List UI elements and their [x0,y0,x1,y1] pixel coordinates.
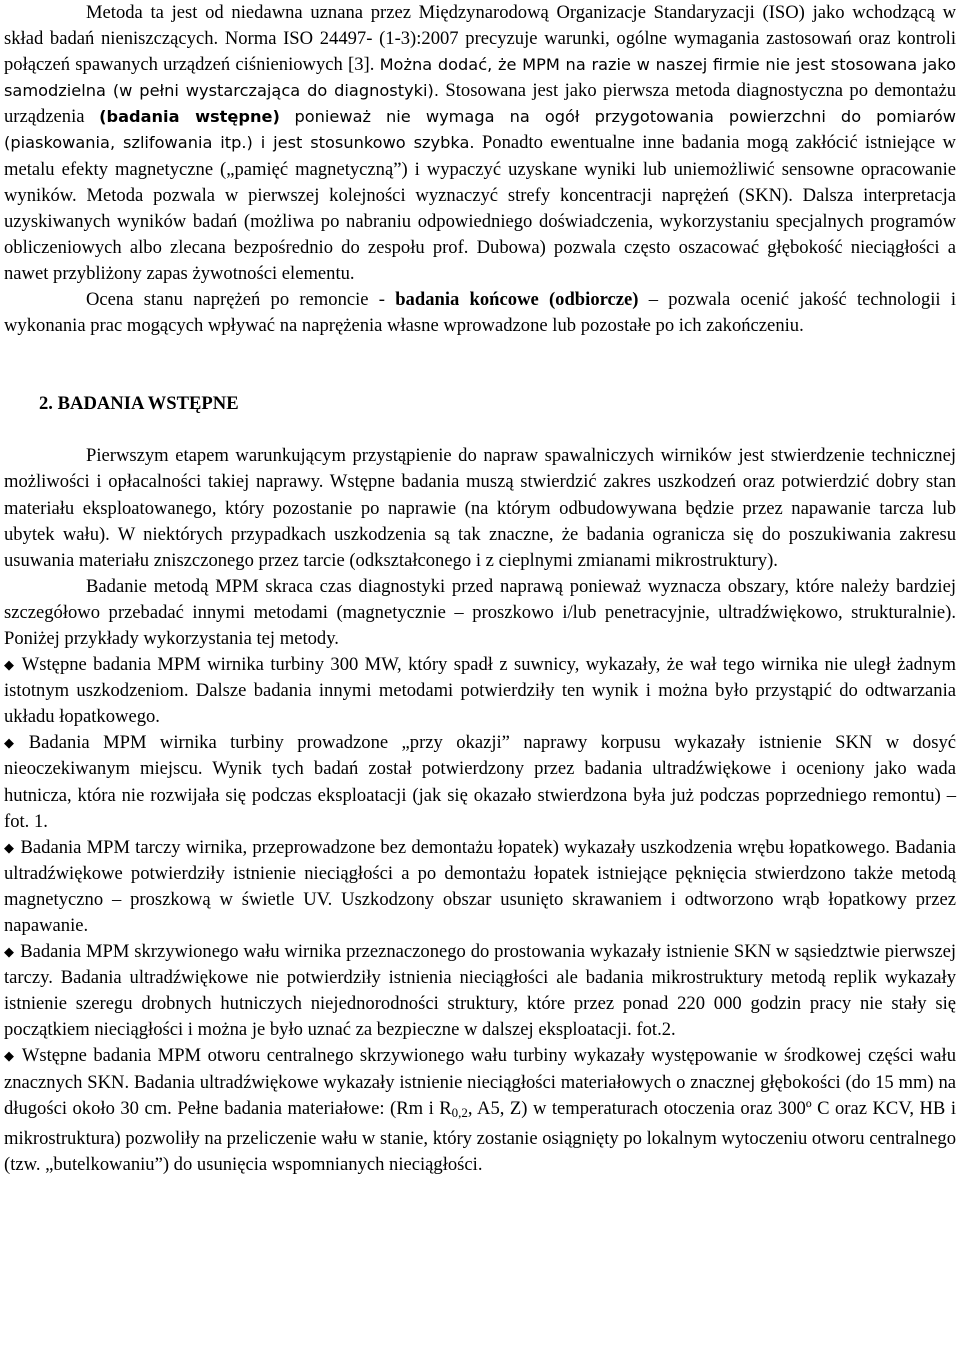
bullet-item [4,1043,956,1177]
document-page [4,0,956,1178]
bullet-item [4,730,956,834]
bullet-text: Badania MPM tarczy wirnika, przeprowadzone bez demontażu łopatek) wykazały uszkodzenia wrębu łopatkowego. Badania ultradźwiękowe potwierdziły istnienie nieciągłości a po demontażu łopatek istniejące pęknięcia stwierdzono także metodą magnetyczno – proszkową w świetle UV. Uszkodzony obszar usunięto skrawaniem i odtworzono wrąb łopatkowy przez napawanie. [4,836,957,936]
intro-sentence-1: Metoda ta jest od niedawna uznana przez Międzynarodową Organizacje Standaryzacji (ISO) jako wchodzącą w skład badań nieniszczących. Norma ISO 24497- (1-3):2007 precyzuje warunki, ogólne wymagania zastosowań oraz kontroli połączeń spawanych urządzeń ciśnieniowych [3]. [4,2,956,76]
section-number: 2. [39,393,53,415]
intro-sentence-4: Ponadto ewentualne inne badania mogą zakłócić istniejące w metalu efekty magnetyczne („pamięć magnetyczną”) i wypaczyć uzyskane wyniki lub uniemożliwić sensowne opracowanie wyników. Metoda pozwala w pierwszej kolejności wyznaczyć strefy koncentracji naprężeń (SKN). Dalsza interpretacja uzyskiwanych wyników badań (możliwa po nabraniu odpowiedniego doświadczenia, wykorzystaniu specjalnych programów obliczeniowych albo zlecana bezpośrednio do zespołu prof. Dubowa) pozwala często oszacować głębokość nieciągłości a nawet przybliżony zapas żywotności elementu. [4,132,956,284]
bullet-text: Badania MPM skrzywionego wału wirnika przeznaczonego do prostowania wykazały istnienie SKN w sąsiedztwie pierwszej tarczy. Badania ultradźwiękowe nie potwierdziły istnienia nieciągłości ale badania mikrostruktury metodą replik wykazały istnienie szeregu drobnych hutniczych niejednorodności struktury, które przez ponad 220 000 godzin pracy nie stały się początkiem nieciągłości i można je było uznać za bezpieczne w dalszej eksploatacji. fot.2. [4,941,956,1041]
ocena-text-c: – pozwala ocenić jakość technologii i wykonania prac mogących wpływać na naprężenia własne wprowadzone lub pozostałe po ich zakończeniu. [4,289,956,337]
bullet-text-b: , A5, Z) w temperaturach otoczenia oraz 300º C oraz KCV, HB i mikrostruktura) pozwoliły na przeliczenie wału w stanie, który zostanie osiągnięty po lokalnym wytoczeniu otworu centralnego (tzw. „butelkowaniu”) do usunięcia wspomnianych nieciągłości. [4,1097,956,1175]
ocena-bold-phrase: badania końcowe (odbiorcze) [395,289,639,311]
bullet-text: Wstępne badania MPM wirnika turbiny 300 MW, który spadł z suwnicy, wykazały, że wał tego wirnika nie uległ żadnym istotnym uszkodzeniom. Dalsze badania innymi metodami potwierdziły ten wynik i można było przystąpić do odtwarzania układu łopatkowego. [4,654,956,728]
paragraph-1: Pierwszym etapem warunkującym przystąpienie do napraw spawalniczych wirników jest stwierdzenie technicznej możliwości i opłacalności takiej naprawy. Wstępne badania muszą stwierdzić zakres uszkodzeń oraz potwierdzić dobry stan materiału eksploatowanego, który pozostanie po naprawie (na którym odbudowywana będzie przez napawanie tarcza lub ubytek wału). W niektórych przypadkach uszkodzenia są tak znaczne, że badania ogranicza się do poszukiwania zakresu usuwania materiału zniszczonego przez tarcie (odkształconego i z cieplnymi zmianami mikrostruktury). [4,445,956,571]
paragraph-2: Badanie metodą MPM skraca czas diagnostyki przed naprawą ponieważ wyznacza obszary, które należy bardziej szczegółowo przebadać innymi metodami (magnetycznie – proszkowo i/lub penetracyjnie, ultradźwiękowo, strukturalnie). Poniżej przykłady wykorzystania tej metody. [4,575,956,649]
ocena-text-a: Ocena stanu naprężeń po remoncie - [86,289,385,311]
intro-bold-phrase: (badania wstępne) [99,107,280,127]
bullet-item [4,652,956,730]
intro-sentence-2: Można dodać, że MPM na razie w naszej firmie nie jest stosowana jako samodzielna (w pełni wystarczająca do diagnostyki). [4,55,956,101]
bullet-text-a: Wstępne badania MPM otworu centralnego skrzywionego wału turbiny wykazały występowanie w środkowej części wału znacznych SKN. Badania ultradźwiękowe wykazały istnienie nieciągłości materiałowych o znacznej głębokości (do 15 mm) na długości około 30 cm. Pełne badania materiałowe: (Rm i R [4,1045,957,1119]
intro-paragraph [4,0,956,287]
diamond-bullet-icon: ◆ [4,735,23,751]
ocena-paragraph [4,287,956,339]
bullet-item [4,939,956,1043]
intro-sentence-3c: ponieważ nie wymaga na ogół przygotowania powierzchni do pomiarów (piaskowania, szlifowania itp.) i jest stosunkowo szybka. [4,107,956,153]
bullet-item [4,835,956,939]
section-heading [4,391,956,417]
diamond-bullet-icon: ◆ [4,839,15,855]
subscript: 0,2 [451,1104,468,1120]
section-title: BADANIA WSTĘPNE [57,393,239,415]
diamond-bullet-icon: ◆ [4,1048,16,1064]
diamond-bullet-icon: ◆ [4,944,15,960]
intro-sentence-3a: Stosowana jest jako pierwsza metoda diagnostyczna po demontażu urządzenia [4,80,956,128]
diamond-bullet-icon: ◆ [4,657,16,673]
bullet-text: Badania MPM wirnika turbiny prowadzone „przy okazji” naprawy korpusu wykazały istnienie SKN w dosyć nieoczekiwanym miejscu. Wynik tych badań został potwierdzony przez badania ultradźwiękowe i oceniony jako wada hutnicza, która nie rozwijała się podczas eksploatacji (jak się okazało stwierdzona była już podczas poprzedniego remontu) – fot. 1. [4,732,956,832]
